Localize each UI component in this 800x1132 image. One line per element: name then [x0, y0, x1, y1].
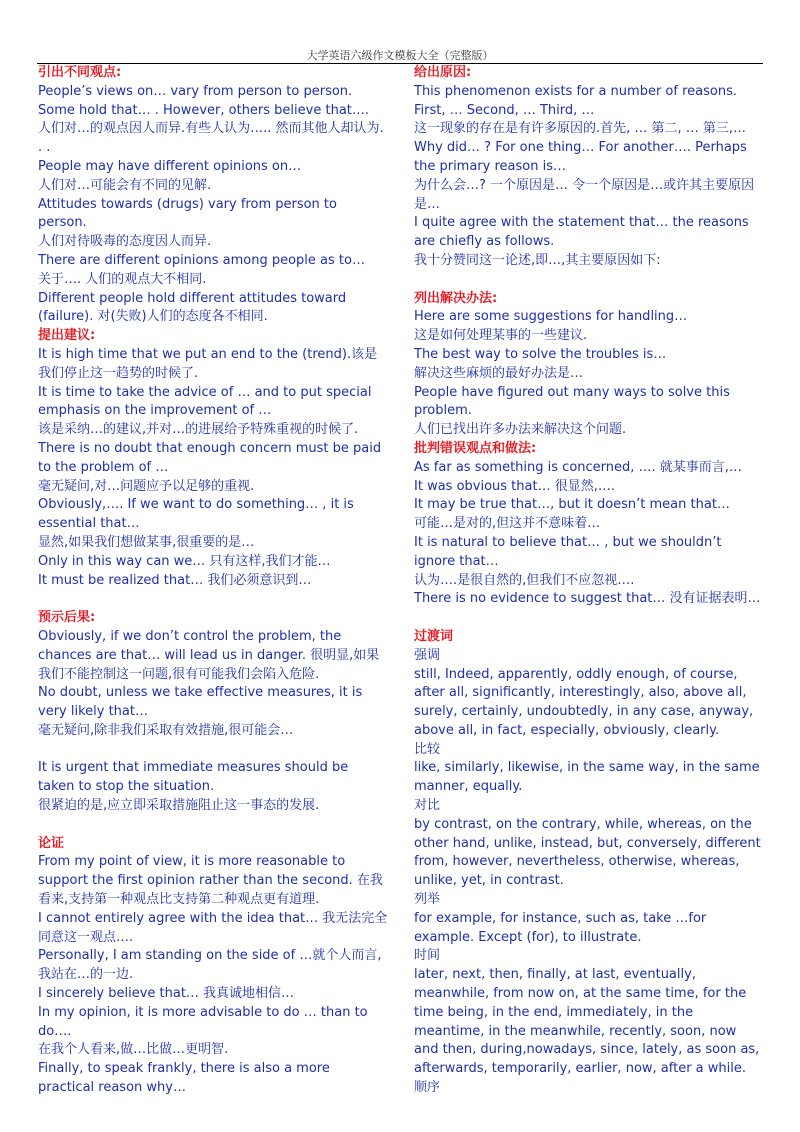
text-line: People’s views on… vary from person to person. Some hold that… . However, others believe that….	[38, 83, 370, 118]
text-line: I cannot entirely agree with the idea that… 我无法完全同意这一观点….	[38, 910, 388, 945]
group-label-emphasis: 强调	[414, 647, 441, 663]
section-heading-reasons: 给出原因:	[414, 65, 472, 80]
section-heading-different-views: 引出不同观点:	[38, 65, 122, 80]
group-label-time: 时间	[414, 948, 441, 964]
text-line: 人们已找出许多办法来解决这个问题.	[414, 422, 627, 438]
text-line: 人们对待吸毒的态度因人而异.	[38, 234, 212, 250]
text-line: Obviously, if we don’t control the problem, the chances are that… will lead us in danger. 很明显,如果我们不能控制这一问题,很有可能我们会陷入危险.	[38, 628, 380, 682]
text-line: 为什么会…? 一个原因是… 令一个原因是…或许其主要原因是…	[414, 177, 755, 212]
text-line: In my opinion, it is more advisable to do … than to do….	[38, 1004, 368, 1039]
text-line: I quite agree with the statement that… the reasons are chiefly as follows.	[414, 215, 749, 250]
text-line: It is urgent that immediate measures should be taken to stop the situation.	[38, 760, 349, 795]
group-text: by contrast, on the contrary, while, whereas, on the other hand, unlike, instead, but, conversely, different from, however, nevertheless, otherwise, whereas, unlike, yet, in contrast.	[414, 816, 761, 889]
section-heading-solutions: 列出解决办法:	[414, 290, 498, 306]
spacer	[38, 741, 388, 760]
group-text: still, Indeed, apparently, oddly enough, of course, after all, significantly, interestingly, also, above all, surely, certainly, undoubtedly, in any case, anyway, above all, in fact, especially, obviously, clearly.	[414, 666, 754, 738]
text-line: The best way to solve the troubles is…	[414, 346, 667, 362]
text-line: 解决这些麻烦的最好办法是…	[414, 365, 584, 381]
text-line: It must be realized that… 我们必须意识到…	[38, 572, 312, 588]
text-line: Here are some suggestions for handling…	[414, 309, 688, 325]
text-line: It is time to take the advice of … and to put special emphasis on the improvement of …	[38, 384, 372, 419]
text-line: Only in this way can we… 只有这样,我们才能…	[38, 553, 331, 569]
text-line: 认为….是很自然的,但我们不应忽视….	[414, 572, 635, 588]
text-line: 这一现象的存在是有许多原因的.首先, … 第二, … 第三,…	[414, 121, 747, 137]
spacer	[38, 590, 388, 609]
spacer	[414, 609, 764, 628]
text-line: Finally, to speak frankly, there is also a more practical reason why…	[38, 1061, 330, 1096]
text-line: It is high time that we put an end to the (trend).该是我们停止这一趋势的时候了.	[38, 346, 378, 381]
group-label-comparison: 比较	[414, 741, 441, 757]
group-text: later, next, then, finally, at last, eventually, meanwhile, from now on, at the same time, for the time being, in the end, immediately, in the meantime, in the meanwhile, recently, soon, now and then, during,nowadays, since, lately, as soon as, afterwards, temporarily, earlier, now, after a while.	[414, 967, 760, 1077]
text-line: 毫无疑问,对…问题应予以足够的重视.	[38, 478, 255, 494]
spacer	[414, 271, 764, 290]
text-line: No doubt, unless we take effective measures, it is very likely that…	[38, 685, 363, 720]
text-line: From my point of view, it is more reasonable to support the first opinion rather than the second. 在我看来,支持第一种观点比支持第二种观点更有道理.	[38, 854, 383, 908]
text-line: Attitudes towards (drugs) vary from person to person.	[38, 196, 337, 231]
text-line: 这是如何处理某事的一些建议.	[414, 328, 588, 344]
text-line: 显然,如果我们想做某事,很重要的是…	[38, 534, 255, 550]
spacer	[38, 816, 388, 835]
section-heading-transitions: 过渡词	[414, 628, 454, 644]
text-line: 很紧迫的是,应立即采取措施阻止这一事态的发展.	[38, 798, 320, 814]
text-line: As far as something is concerned, …. 就某事而言,…	[414, 459, 742, 475]
group-text: like, similarly, likewise, in the same way, in the same manner, equally.	[414, 760, 760, 795]
text-line: 该是采纳…的建议,并对…的进展给予特殊重视的时候了.	[38, 422, 359, 438]
text-line: There is no evidence to suggest that… 没有证据表明…	[414, 591, 761, 607]
text-line: There are different opinions among people as to…	[38, 252, 365, 268]
section-heading-argument: 论证	[38, 835, 65, 851]
text-line: 在我个人看来,做…比做…更明智.	[38, 1042, 229, 1058]
text-line: It was obvious that… 很显然,….	[414, 478, 615, 494]
text-line: People may have different opinions on…	[38, 158, 302, 174]
text-line: I sincerely believe that… 我真诚地相信…	[38, 986, 295, 1002]
text-line: It may be true that…, but it doesn’t mean that…	[414, 497, 730, 513]
section-heading-suggestions: 提出建议:	[38, 328, 96, 344]
section-heading-consequences: 预示后果:	[38, 610, 96, 626]
text-line: Why did… ? For one thing… For another…. Perhaps the primary reason is…	[414, 140, 747, 174]
text-line: There is no doubt that enough concern must be paid to the problem of …	[38, 440, 382, 475]
group-text: for example, for instance, such as, take …for example. Except (for), to illustrate.	[414, 910, 707, 945]
text-line: 可能…是对的,但这并不意味着…	[414, 516, 601, 532]
text-line: 我十分赞同这一论述,即…,其主要原因如下:	[414, 252, 661, 268]
right-column	[414, 64, 764, 1098]
text-line: Personally, I am standing on the side of …就个人而言,我站在…的一边.	[38, 948, 382, 983]
text-line: This phenomenon exists for a number of reasons. First, … Second, … Third, …	[414, 83, 737, 118]
text-line: Different people hold different attitudes toward (failure). 对(失败)人们的态度各不相同.	[38, 290, 347, 325]
left-column	[38, 64, 388, 1098]
text-line: It is natural to believe that… , but we shouldn’t ignore that…	[414, 534, 722, 569]
text-line: 关于…. 人们的观点大不相同.	[38, 271, 207, 287]
document-header-title: 大学英语六级作文模板大全（完整版）	[306, 49, 494, 62]
group-label-contrast: 对比	[414, 798, 441, 814]
text-line: 人们对…的观点因人而异.有些人认为….. 然而其他人却认为. . .	[38, 121, 384, 156]
text-line: 人们对…可能会有不同的见解.	[38, 177, 212, 193]
text-line: Obviously,…. If we want to do something… , it is essential that…	[38, 497, 354, 532]
group-label-sequence: 顺序	[414, 1080, 441, 1096]
text-line: 毫无疑问,除非我们采取有效措施,很可能会…	[38, 722, 294, 738]
section-heading-criticism: 批判错误观点和做法:	[414, 440, 537, 456]
group-label-enumeration: 列举	[414, 892, 441, 908]
text-line: People have figured out many ways to solve this problem.	[414, 384, 730, 419]
